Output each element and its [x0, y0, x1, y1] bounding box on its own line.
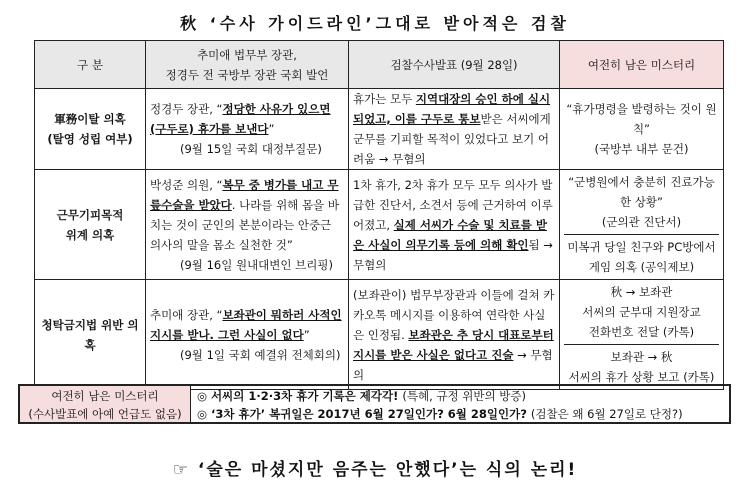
statement-speaker: 박성준 의원, “ [150, 177, 223, 192]
table-row [35, 280, 724, 390]
statement-cell [146, 280, 349, 390]
table-header-row [35, 41, 724, 89]
row-category [35, 89, 146, 170]
category-line: 위계 의혹 [65, 227, 115, 242]
statement-quote: 정당한 사유가 있으면 (구두로) 휴가를 보낸다 [150, 102, 331, 136]
header-statements-line2: 정경두 전 국방부 장관 국회 발언 [165, 67, 329, 82]
mystery-item [564, 280, 719, 344]
category-line: 軍務이탈 의혹 [54, 112, 126, 126]
mystery-line: 서씨의 휴가 상황 보고 (카톡) [568, 370, 715, 384]
category-line: (탈영 성립 여부) [47, 132, 133, 146]
mystery-line: 게임 의혹 (공익제보) [588, 260, 695, 274]
mystery-item [564, 344, 719, 389]
category-line: 근무기피목적 [56, 207, 124, 222]
mystery-item [564, 170, 719, 234]
mystery-cell [560, 170, 724, 280]
mystery-line: “휴가명령을 발령하는 것이 원칙” [566, 102, 717, 136]
mystery-line: (군의관 진단서) [601, 215, 682, 229]
prosecution-highlight: 실제 서씨가 수술 및 치료를 받은 사실이 의무기록 등에 의해 확인 [353, 217, 547, 252]
mystery-bullet-text: ◎ ‘3차 휴가’ 복귀일은 2017년 6월 27일인가? 6월 28일인가? [197, 407, 531, 421]
statement-rest: ” [303, 327, 310, 342]
prosecution-highlight: 지역대장의 승인 하에 실시되었고, 이를 구두로 통보 [353, 92, 551, 126]
table-row [35, 89, 724, 170]
header-statements-line1: 추미애 법무부 장관, [197, 47, 297, 62]
mystery-bullet-note: (검찰은 왜 6월 27일로 단정?) [530, 407, 683, 421]
comparison-table [34, 40, 724, 390]
statement-source: (9월 1일 국회 예결위 전체회의) [180, 347, 341, 362]
mystery-bullet [197, 387, 729, 405]
mystery-line: 秋 → 보좌관 [610, 285, 673, 299]
mystery-bullet-note: (특혜, 규정 위반의 방증) [402, 389, 526, 403]
mystery-item [564, 97, 719, 161]
statement-source: (9월 15일 국회 대정부질문) [180, 142, 322, 156]
prosecution-cell [349, 89, 560, 170]
statement-rest: ” [268, 122, 275, 136]
page-title: 秋 ‘수사 가이드라인’그대로 받아적은 검찰 [180, 14, 570, 33]
remaining-mysteries-box [18, 384, 731, 424]
prosecution-cell [349, 170, 560, 280]
mystery-cell [560, 280, 724, 390]
remaining-mysteries-label [20, 386, 191, 422]
category-line: 청탁금지법 위반 의혹 [41, 317, 139, 352]
statement-speaker: 정경두 장관, “ [150, 102, 223, 116]
header-prosecution: 검찰수사발표 (9월 28일) [349, 41, 560, 89]
row-category [35, 170, 146, 280]
mystery-cell [560, 89, 724, 170]
label-line: (수사발표에 아예 언급도 없음) [28, 407, 182, 421]
prosecution-highlight: 보좌관은 추 당시 대표로부터 지시를 받은 사실은 없다고 진술 [353, 327, 554, 362]
label-line: 여전히 남은 미스터리 [51, 389, 159, 403]
mystery-line: “군병원에서 충분히 진료가능한 상황” [568, 175, 715, 209]
mystery-item [564, 234, 719, 279]
prosecution-text: 1차 휴가, 2차 휴가 모두 모두 의사가 발급한 진단서, 소견서 등에 근거하여 이루어졌고, [353, 177, 553, 232]
mystery-line: 전화번호 전달 (카톡) [588, 325, 695, 339]
remaining-mysteries-list [191, 386, 729, 422]
conclusion-text: ☞ ‘술은 마셨지만 음주는 안했다’는 식의 논리! [172, 460, 578, 480]
prosecution-cell [349, 280, 560, 390]
header-category: 구 분 [35, 41, 146, 89]
statement-cell [146, 170, 349, 280]
statement-quote: 복무 중 병가를 내고 무릎수술을 받았다 [150, 177, 339, 212]
prosecution-text: 받은 서씨에게 군무를 기피할 목적이 있었다고 보기 어려움 → 무혐의 [353, 112, 551, 166]
header-statements [146, 41, 349, 89]
prosecution-text: 휴가는 모두 [353, 92, 416, 106]
prosecution-text: (보좌관이) 법무부장관과 이들에 걸쳐 카카오톡 메시지를 이용하여 연락한 사실은 인정됨. [353, 287, 555, 342]
statement-source: (9월 16일 원내대변인 브리핑) [180, 257, 333, 272]
statement-quote: 보좌관이 뭐하러 사적인 지시를 받나. 그런 사실이 없다 [150, 307, 342, 342]
mystery-line: 서씨의 군부대 지원장교 [582, 305, 701, 319]
statement-rest: . 나라를 위해 몸을 바치는 것이 군인의 본분이라는 안중근 의사의 말을 몸소 실천한 것” [150, 197, 339, 252]
prosecution-text: → 무혐의 [353, 347, 553, 382]
mystery-line: 미복귀 당일 친구와 PC방에서 [567, 240, 716, 254]
mystery-line: 보좌관 → 秋 [610, 350, 673, 364]
mystery-line: (국방부 내부 문건) [594, 142, 689, 156]
prosecution-text: 됨 → 무혐의 [353, 237, 553, 272]
mystery-bullet [197, 405, 729, 423]
statement-speaker: 추미애 장관, “ [150, 307, 223, 322]
header-mystery: 여전히 남은 미스터리 [560, 41, 724, 89]
table-row [35, 170, 724, 280]
statement-cell [146, 89, 349, 170]
mystery-bullet-text: ◎ 서씨의 1·2·3차 휴가 기록은 제각각! [197, 389, 403, 403]
row-category [35, 280, 146, 390]
